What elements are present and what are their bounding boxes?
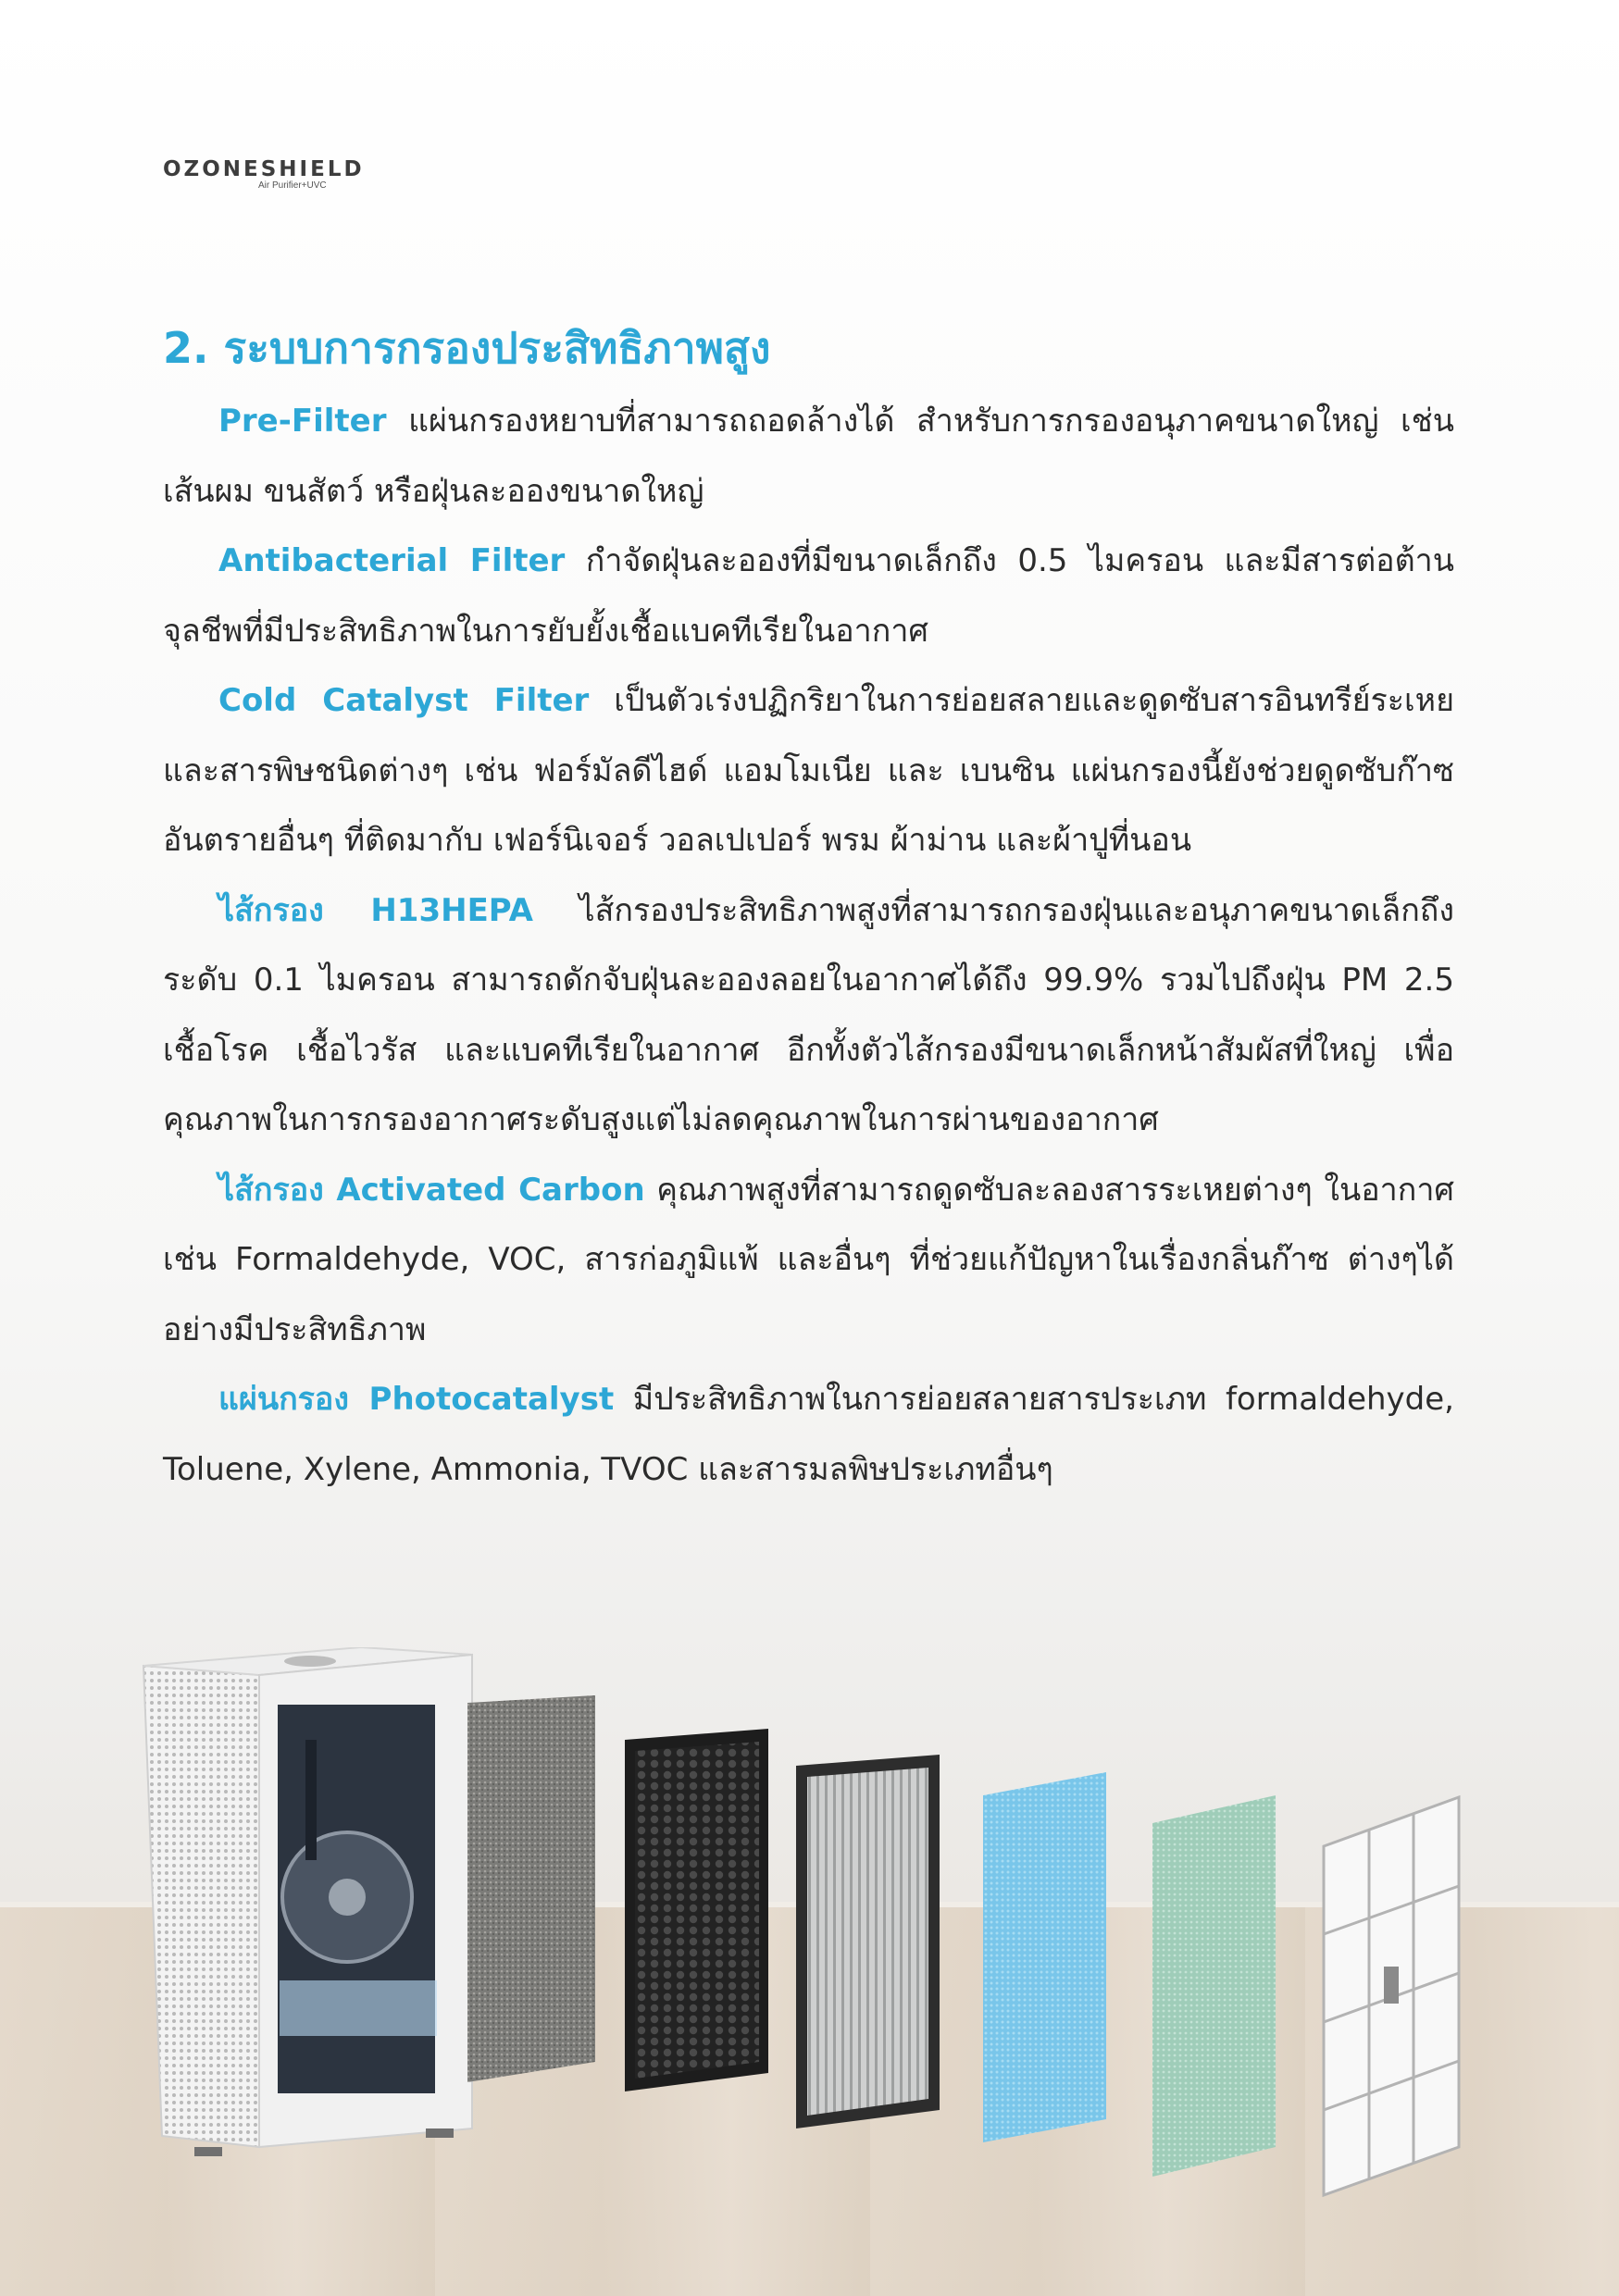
term-description: คุณภาพสูงที่สามารถดูดซับละลองสารระเหยต่างๆ ในอากาศ เช่น Formaldehyde, VOC, สารก่อภูมิแพ้ และอื่นๆ ที่ช่วยแก้ปัญหาในเรื่องกลิ่นก๊าซ ต่างๆได้อย่างมีประสิทธิภาพ [163,1171,1454,1348]
filter-layers-illustration [0,1647,1619,2295]
term-description: ไส้กรองประสิทธิภาพสูงที่สามารถกรองฝุ่นและอนุภาคขนาดเล็กถึงระดับ 0.1 ไมครอน สามารถดักจับฝุ่นละอองลอยในอากาศได้ถึง 99.9% รวมไปถึงฝุ่น PM 2.5 เชื้อโรค เชื้อไวรัส และแบคทีเรียในอากาศ อีกทั้งตัวไส้กรองมีขนาดเล็กหน้าสัมผัสที่ใหญ่ เพื่อคุณภาพในการกรองอากาศระดับสูงแต่ไม่ลดคุณภาพในการผ่านของอากาศ [163,891,1454,1138]
paragraph-antibacterial-filter [163,527,1454,666]
brand-subtitle: Air Purifier+UVC [258,180,327,191]
photocatalyst-filter-icon [1324,1797,1459,2195]
paragraph-pre-filter [163,387,1454,527]
paragraph-activated-carbon [163,1156,1454,1366]
term-label: ไส้กรอง H13HEPA [218,891,533,929]
antibacterial-filter-icon [983,1772,1106,2142]
brand-name: OZONESHIELD [163,157,365,181]
air-purifier-unit-icon [143,1647,472,2156]
filter-description-list [163,387,1454,1505]
term-description: เป็นตัวเร่งปฏิกริยาในการย่อยสลายและดูดซับสารอินทรีย์ระเหยและสารพิษชนิดต่างๆ เช่น ฟอร์มัลดีไฮด์ แอมโมเนีย และ เบนซิน แผ่นกรองนี้ยังช่วยดูดซับก๊าซอันตรายอื่นๆ ที่ติดมากับ เฟอร์นิเจอร์ วอลเปเปอร์ พรม ผ้าม่าน และผ้าปูที่นอน [163,682,1454,859]
term-label: Pre-Filter [218,403,387,440]
paragraph-hepa-filter [163,876,1454,1156]
term-description: แผ่นกรองหยาบที่สามารถถอดล้างได้ สำหรับการกรองอนุภาคขนาดใหญ่ เช่น เส้นผม ขนสัตว์ หรือฝุ่นละอองขนาดใหญ่ [163,403,1454,510]
term-label: Antibacterial Filter [218,542,566,579]
brand-logo [163,157,365,191]
activated-carbon-filter-icon [625,1729,768,2091]
term-description: กำจัดฝุ่นละอองที่มีขนาดเล็กถึง 0.5 ไมครอน และมีสารต่อต้านจุลชีพที่มีประสิทธิภาพในการยับยั้งเชื้อแบคทีเรียในอากาศ [163,542,1454,650]
pre-filter-icon [467,1695,595,2082]
paragraph-cold-catalyst-filter [163,666,1454,876]
term-label: ไส้กรอง Activated Carbon [218,1171,645,1209]
term-label: Cold Catalyst Filter [218,682,590,719]
paragraph-photocatalyst [163,1365,1454,1505]
term-description: มีประสิทธิภาพในการย่อยสลายสารประเภท formaldehyde, Toluene, Xylene, Ammonia, TVOC และสารมลพิษประเภทอื่นๆ [163,1381,1454,1488]
section-heading: 2. ระบบการกรองประสิทธิภาพสูง [163,323,771,373]
hepa-filter-icon [796,1755,940,2128]
cold-catalyst-filter-icon [1152,1795,1276,2177]
term-label: แผ่นกรอง Photocatalyst [218,1381,615,1418]
